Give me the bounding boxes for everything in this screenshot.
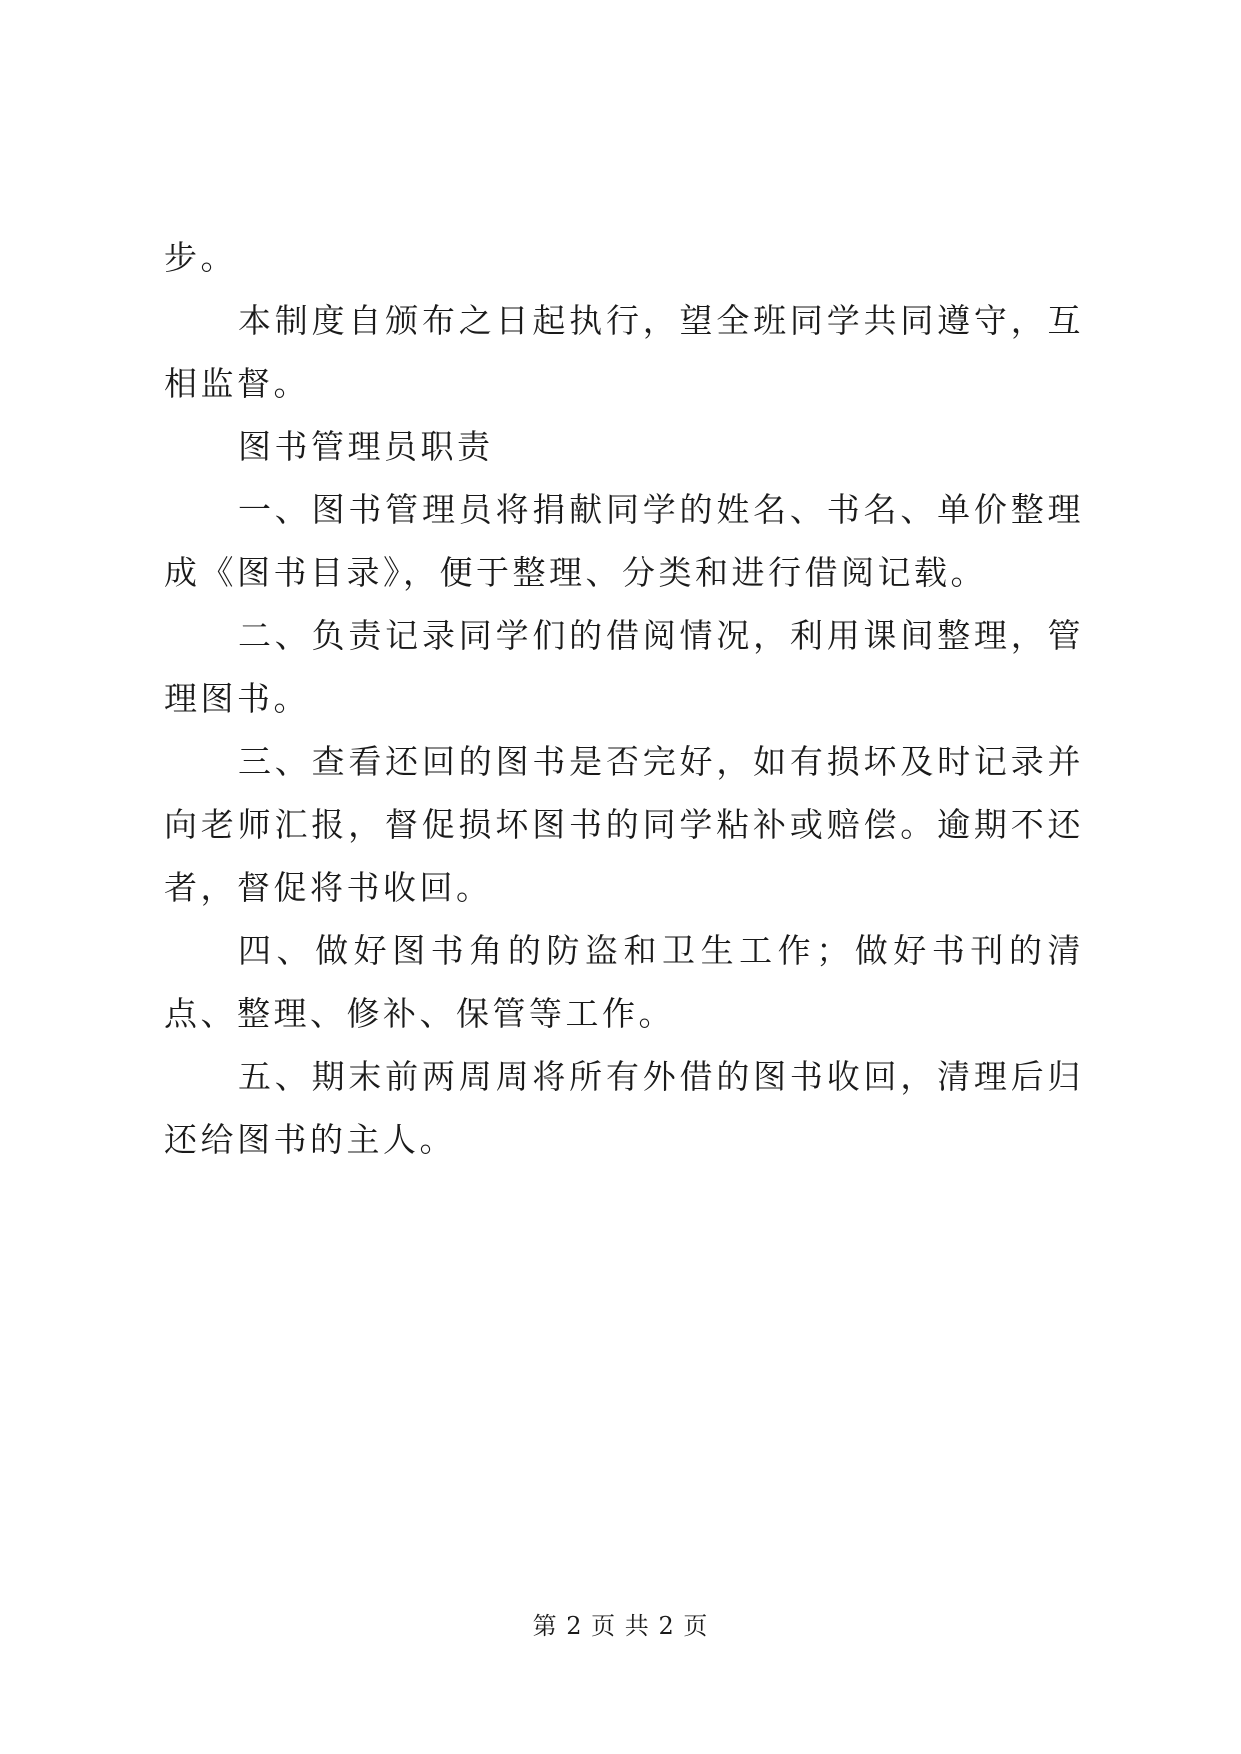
duty-item-3: 三、查看还回的图书是否完好，如有损坏及时记录并向老师汇报，督促损坏图书的同学粘补或赔偿。逾期不还者，督促将书收回。 [164,742,1084,907]
page-number-footer: 第 2 页 共 2 页 [532,1612,709,1640]
section-heading-librarian-duties: 图书管理员职责 [238,427,494,466]
paragraph-continuation: 步。 [164,238,237,277]
paragraph-enforcement: 本制度自颁布之日起执行，望全班同学共同遵守，互相监督。 [164,301,1084,403]
duty-item-1: 一、图书管理员将捐献同学的姓名、书名、单价整理成《图书目录》，便于整理、分类和进行借阅记载。 [164,490,1084,592]
duty-item-5: 五、期末前两周周将所有外借的图书收回，清理后归还给图书的主人。 [164,1057,1084,1159]
document-body [164,226,1084,1171]
duty-item-4: 四、做好图书角的防盗和卫生工作；做好书刊的清点、整理、修补、保管等工作。 [164,931,1084,1033]
duty-item-2: 二、负责记录同学们的借阅情况，利用课间整理，管理图书。 [164,616,1084,718]
